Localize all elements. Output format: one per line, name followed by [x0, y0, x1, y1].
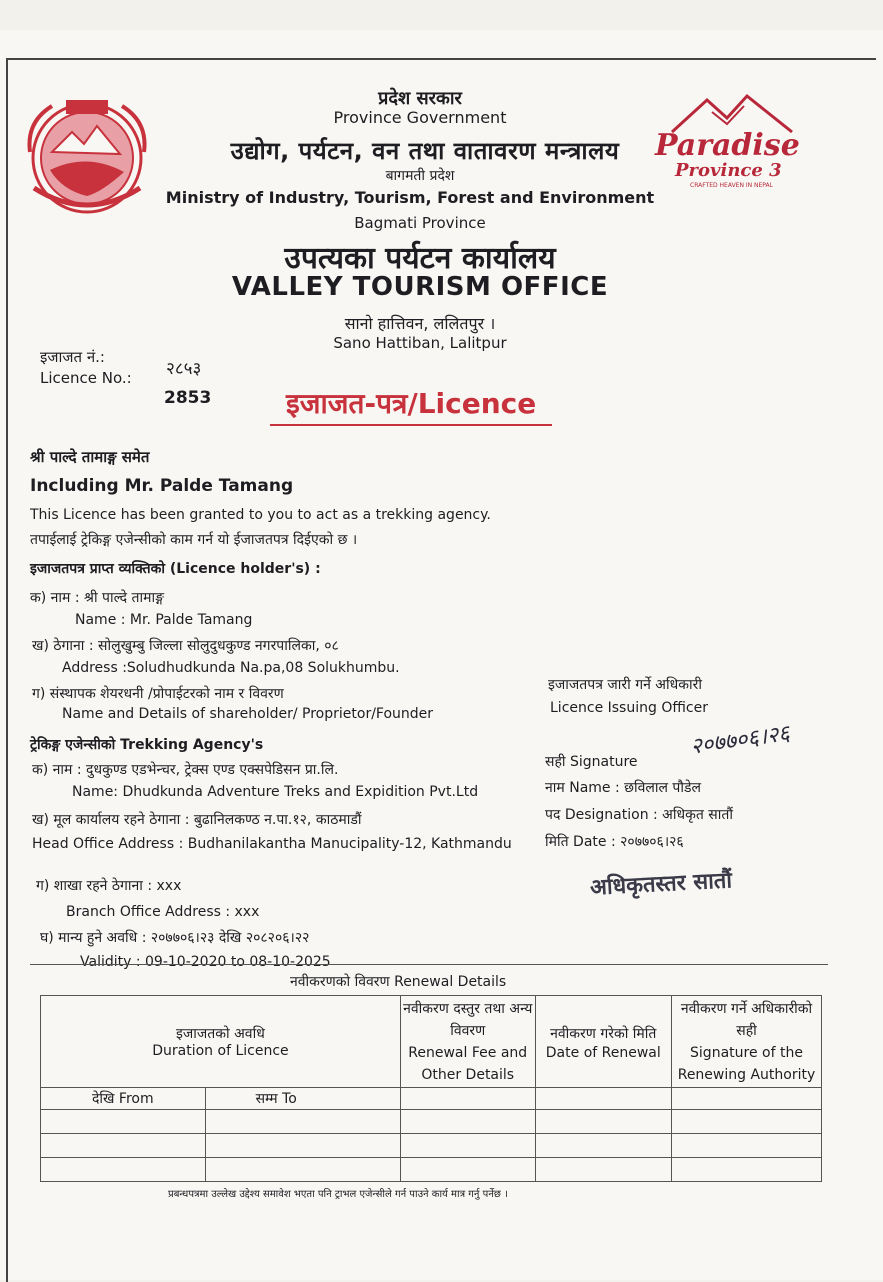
cell-empty: [205, 1158, 400, 1182]
cell-empty: [535, 1134, 671, 1158]
cell-to: [205, 1088, 400, 1110]
cell-empty: [205, 1110, 400, 1134]
officer-name: नाम Name : छविलाल पौडेल: [545, 780, 701, 796]
agency-validity-np: घ) मान्य हुने अवधि : २०७७०६।२३ देखि २०८२०६।२२: [40, 930, 310, 946]
col-fee-header: [400, 996, 535, 1088]
cell-empty: [672, 1088, 822, 1110]
ministry-np: उद्योग, पर्यटन, वन तथा वातावरण मन्त्रालय: [230, 137, 620, 165]
col-fee-np: नवीकरण दस्तुर तथा अन्य विवरण: [403, 1000, 533, 1039]
officer-signature: २०७७०६।२६: [688, 721, 792, 760]
statement-np: तपाईलाई ट्रेकिङ्ग एजेन्सीको काम गर्न यो ईजाजतपत्र दिईएको छ ।: [30, 532, 358, 548]
col-date-header: [535, 996, 671, 1088]
holder-address-en: Address :Soludhudkunda Na.pa,08 Solukhumbu.: [62, 660, 400, 676]
col-date-en: Date of Renewal: [545, 1044, 661, 1061]
cell-empty: [400, 1088, 535, 1110]
col-signature-header: [672, 996, 822, 1088]
col-signature-np: नवीकरण गर्ने अधिकारीको सही: [680, 1000, 813, 1039]
col-duration-en: Duration of Licence: [152, 1043, 289, 1059]
logo-line2: Province 3: [675, 160, 782, 181]
holder-name-en: Name : Mr. Palde Tamang: [75, 612, 253, 628]
address-en: Sano Hattiban, Lalitpur: [333, 334, 507, 352]
agency-validity-en: Validity : 09-10-2020 to 08-10-2025: [80, 954, 331, 970]
col-fee-en: Renewal Fee and Other Details: [408, 1044, 528, 1083]
to-label: सम्म To: [255, 1091, 297, 1107]
renewal-divider: [30, 964, 828, 965]
logo-line1: Paradise: [655, 128, 800, 163]
holder-founder-np: ग) संस्थापक शेयरधनी /प्रोपाईटरको नाम र विवरण: [32, 686, 284, 702]
licence-no-en: 2853: [164, 388, 212, 408]
holder-address-np: ख) ठेगाना : सोलुखुम्बु जिल्ला सोलुदुधकुण्ड नगरपालिका, ०८: [32, 638, 339, 654]
cell-empty: [535, 1088, 671, 1110]
cell-empty: [205, 1134, 400, 1158]
cell-empty: [400, 1134, 535, 1158]
cell-empty: [672, 1134, 822, 1158]
holder-name-np: क) नाम : श्री पाल्दे तामाङ्ग: [30, 590, 164, 606]
officer-date: मिति Date : २०७७०६।२६: [545, 834, 684, 850]
officer-signature-label: सही Signature: [545, 754, 638, 770]
cell-empty: [41, 1158, 206, 1182]
addressee-np: श्री पाल्दे तामाङ्ग समेत: [30, 448, 150, 466]
cell-empty: [672, 1110, 822, 1134]
col-date-np: नवीकरण गरेको मिति: [550, 1025, 657, 1042]
holder-heading: इजाजतपत्र प्राप्त व्यक्तिको (Licence holder's) :: [30, 561, 321, 577]
ministry-en: Ministry of Industry, Tourism, Forest and Environment: [165, 188, 655, 207]
holder-founder-en: Name and Details of shareholder/ Proprietor/Founder: [62, 706, 434, 722]
licence-no-label-en: Licence No.:: [40, 369, 132, 387]
agency-office-np: ख) मूल कार्यालय रहने ठेगाना : बुढानिलकण्ठ न.पा.१२, काठमाडौं: [32, 812, 362, 828]
officer-designation: पद Designation : अधिकृत सातौं: [545, 807, 733, 823]
cell-from: [41, 1088, 206, 1110]
cell-empty: [672, 1158, 822, 1182]
officer-heading-en: Licence Issuing Officer: [550, 700, 708, 716]
statement-en: This Licence has been granted to you to act as a trekking agency.: [30, 507, 491, 523]
col-duration-header: [41, 996, 401, 1088]
gov-en: Province Government: [333, 108, 507, 127]
cell-empty: [41, 1110, 206, 1134]
cell-empty: [400, 1158, 535, 1182]
province-en: Bagmati Province: [354, 214, 486, 232]
officer-stamp: अधिकृतस्तर सातौं: [589, 868, 733, 901]
from-label: देखि From: [91, 1091, 154, 1107]
agency-heading: ट्रेकिङ्ग एजेन्सीको Trekking Agency's: [30, 737, 264, 753]
logo-tagline: CRAFTED HEAVEN IN NEPAL: [690, 182, 773, 189]
address-np: सानो हात्तिवन, ललितपुर ।: [344, 314, 496, 333]
officer-heading-np: इजाजतपत्र जारी गर्ने अधिकारी: [548, 677, 702, 693]
renewal-title: नवीकरणको विवरण Renewal Details: [290, 974, 507, 990]
addressee-en: Including Mr. Palde Tamang: [30, 476, 294, 496]
province-np: बागमती प्रदेश: [385, 168, 455, 184]
licence-no-np: २८५३: [166, 359, 202, 379]
cell-empty: [535, 1158, 671, 1182]
footer-note: प्रबन्धपत्रमा उल्लेख उद्देश्य समावेश भएता पनि ट्राभल एजेन्सीले गर्न पाउने कार्य मात्र गर्नु पर्नेछ ।: [168, 1189, 508, 1200]
col-duration-np: इजाजतको अवधि: [176, 1026, 265, 1042]
licence-no-label-np: इजाजत नं.:: [40, 348, 105, 366]
gov-np: प्रदेश सरकार: [378, 88, 462, 109]
agency-branch-np: ग) शाखा रहने ठेगाना : xxx: [36, 878, 182, 894]
renewal-table: [40, 995, 822, 1182]
agency-office-en: Head Office Address : Budhanilakantha Manucipality-12, Kathmandu: [32, 836, 512, 852]
agency-branch-en: Branch Office Address : xxx: [66, 904, 260, 920]
cell-empty: [41, 1134, 206, 1158]
office-np: उपत्यका पर्यटन कार्यालय: [284, 241, 556, 276]
cell-empty: [535, 1110, 671, 1134]
agency-name-np: क) नाम : दुधकुण्ड एडभेन्चर, ट्रेक्स एण्ड एक्सपेडिसन प्रा.लि.: [32, 762, 339, 778]
office-en: VALLEY TOURISM OFFICE: [231, 272, 609, 302]
agency-name-en: Name: Dhudkunda Adventure Treks and Expidition Pvt.Ltd: [72, 784, 479, 800]
licence-title: इजाजत-पत्र/Licence: [270, 384, 552, 426]
nepal-emblem-icon: [22, 92, 152, 217]
col-signature-en: Signature of the Renewing Authority: [677, 1044, 816, 1083]
cell-empty: [400, 1110, 535, 1134]
